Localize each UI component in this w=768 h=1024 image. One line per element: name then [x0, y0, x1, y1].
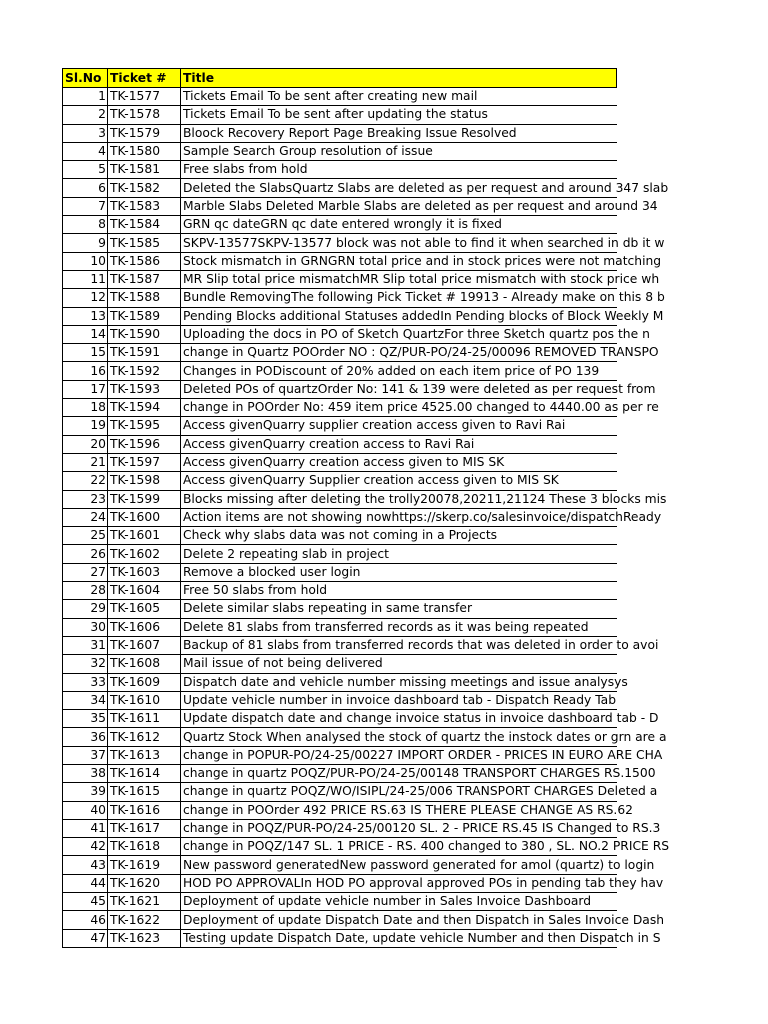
slno-cell[interactable]: 42 — [63, 838, 108, 856]
slno-cell[interactable]: 24 — [63, 508, 108, 526]
table-row — [63, 344, 617, 362]
table-row — [63, 472, 617, 490]
slno-cell[interactable]: 28 — [63, 582, 108, 600]
ticket-cell[interactable]: TK-1598 — [108, 472, 181, 490]
table-row — [63, 399, 617, 417]
table-row — [63, 216, 617, 234]
ticket-cell[interactable]: TK-1590 — [108, 325, 181, 343]
slno-cell[interactable]: 1 — [63, 88, 108, 106]
slno-cell[interactable]: 19 — [63, 417, 108, 435]
table-row — [63, 325, 617, 343]
table-row — [63, 508, 617, 526]
slno-cell[interactable]: 4 — [63, 142, 108, 160]
table-row — [63, 453, 617, 471]
ticket-cell[interactable]: TK-1584 — [108, 216, 181, 234]
slno-cell[interactable]: 34 — [63, 691, 108, 709]
slno-cell[interactable]: 15 — [63, 344, 108, 362]
ticket-cell[interactable]: TK-1606 — [108, 618, 181, 636]
ticket-cell[interactable]: TK-1611 — [108, 710, 181, 728]
table-row — [63, 106, 617, 124]
title-cell[interactable]: Access givenQuarry creation access to Ravi Rai — [181, 435, 617, 453]
title-cell[interactable]: change in POQZ/PUR-PO/24-25/00120 SL. 2 - PRICE RS.45 IS Changed to RS.3 — [181, 819, 617, 837]
table-row — [63, 161, 617, 179]
title-cell[interactable]: change in POPUR-PO/24-25/00227 IMPORT ORDER - PRICES IN EURO ARE CHA — [181, 746, 617, 764]
slno-cell[interactable]: 2 — [63, 106, 108, 124]
slno-cell[interactable]: 47 — [63, 929, 108, 947]
title-cell[interactable]: MR Slip total price mismatchMR Slip total price mismatch with stock price wh — [181, 270, 617, 288]
title-cell[interactable]: change in quartz POQZ/PUR-PO/24-25/00148 TRANSPORT CHARGES RS.1500 — [181, 764, 617, 782]
ticket-cell[interactable]: TK-1621 — [108, 893, 181, 911]
table-row — [63, 527, 617, 545]
ticket-cell[interactable]: TK-1609 — [108, 673, 181, 691]
ticket-cell[interactable]: TK-1604 — [108, 582, 181, 600]
slno-cell[interactable]: 38 — [63, 764, 108, 782]
title-cell[interactable]: Remove a blocked user login — [181, 563, 617, 581]
slno-cell[interactable]: 21 — [63, 453, 108, 471]
slno-cell[interactable]: 13 — [63, 307, 108, 325]
title-cell[interactable]: Mail issue of not being delivered — [181, 655, 617, 673]
slno-cell[interactable]: 11 — [63, 270, 108, 288]
ticket-cell[interactable]: TK-1616 — [108, 801, 181, 819]
ticket-cell[interactable]: TK-1623 — [108, 929, 181, 947]
slno-cell[interactable]: 46 — [63, 911, 108, 929]
slno-cell[interactable]: 41 — [63, 819, 108, 837]
slno-cell[interactable]: 36 — [63, 728, 108, 746]
table-row — [63, 545, 617, 563]
title-cell[interactable]: HOD PO APPROVALIn HOD PO approval approved POs in pending tab they hav — [181, 874, 617, 892]
ticket-cell[interactable]: TK-1587 — [108, 270, 181, 288]
table-row — [63, 618, 617, 636]
ticket-cell[interactable]: TK-1612 — [108, 728, 181, 746]
slno-cell[interactable]: 31 — [63, 636, 108, 654]
slno-cell[interactable]: 20 — [63, 435, 108, 453]
slno-cell[interactable]: 5 — [63, 161, 108, 179]
table-row — [63, 490, 617, 508]
slno-cell[interactable]: 45 — [63, 893, 108, 911]
ticket-cell[interactable]: TK-1599 — [108, 490, 181, 508]
slno-cell[interactable]: 23 — [63, 490, 108, 508]
ticket-cell[interactable]: TK-1580 — [108, 142, 181, 160]
ticket-cell[interactable]: TK-1578 — [108, 106, 181, 124]
ticket-cell[interactable]: TK-1594 — [108, 399, 181, 417]
title-cell[interactable]: Access givenQuarry supplier creation access given to Ravi Rai — [181, 417, 617, 435]
table-row — [63, 124, 617, 142]
ticket-cell[interactable]: TK-1607 — [108, 636, 181, 654]
table-row — [63, 783, 617, 801]
table-row — [63, 563, 617, 581]
table-row — [63, 270, 617, 288]
title-cell[interactable]: Stock mismatch in GRNGRN total price and in stock prices were not matching — [181, 252, 617, 270]
title-cell[interactable]: Uploading the docs in PO of Sketch QuartzFor three Sketch quartz pos the n — [181, 325, 617, 343]
title-cell[interactable]: Deployment of update vehicle number in Sales Invoice Dashboard — [181, 893, 617, 911]
header-row — [63, 69, 617, 88]
slno-cell[interactable]: 3 — [63, 124, 108, 142]
table-row — [63, 728, 617, 746]
table-row — [63, 600, 617, 618]
slno-cell[interactable]: 17 — [63, 380, 108, 398]
slno-cell[interactable]: 10 — [63, 252, 108, 270]
title-cell[interactable]: change in quartz POQZ/WO/ISIPL/24-25/006 TRANSPORT CHARGES Deleted a — [181, 783, 617, 801]
ticket-cell[interactable]: TK-1605 — [108, 600, 181, 618]
ticket-cell[interactable]: TK-1596 — [108, 435, 181, 453]
title-cell[interactable]: Bundle RemovingThe following Pick Ticket # 19913 - Already make on this 8 b — [181, 289, 617, 307]
slno-cell[interactable]: 16 — [63, 362, 108, 380]
ticket-cell[interactable]: TK-1586 — [108, 252, 181, 270]
slno-cell[interactable]: 44 — [63, 874, 108, 892]
table-row — [63, 142, 617, 160]
slno-cell[interactable]: 40 — [63, 801, 108, 819]
table-row — [63, 88, 617, 106]
slno-cell[interactable]: 9 — [63, 234, 108, 252]
title-cell[interactable]: Update dispatch date and change invoice status in invoice dashboard tab - D — [181, 710, 617, 728]
ticket-cell[interactable]: TK-1581 — [108, 161, 181, 179]
slno-cell[interactable]: 30 — [63, 618, 108, 636]
slno-cell[interactable]: 7 — [63, 197, 108, 215]
ticket-cell[interactable]: TK-1592 — [108, 362, 181, 380]
title-cell[interactable]: Access givenQuarry creation access given to MIS SK — [181, 453, 617, 471]
slno-cell[interactable]: 37 — [63, 746, 108, 764]
ticket-cell[interactable]: TK-1618 — [108, 838, 181, 856]
title-cell[interactable]: Deleted POs of quartzOrder No: 141 & 139 were deleted as per request from — [181, 380, 617, 398]
ticket-cell[interactable]: TK-1600 — [108, 508, 181, 526]
table-row — [63, 911, 617, 929]
slno-cell[interactable]: 25 — [63, 527, 108, 545]
table-row — [63, 746, 617, 764]
table-row — [63, 929, 617, 947]
table-row — [63, 252, 617, 270]
ticket-cell[interactable]: TK-1582 — [108, 179, 181, 197]
slno-cell[interactable]: 43 — [63, 856, 108, 874]
table-row — [63, 380, 617, 398]
title-cell[interactable]: Dispatch date and vehicle number missing meetings and issue analysys — [181, 673, 617, 691]
ticket-table — [62, 68, 670, 948]
slno-cell[interactable]: 39 — [63, 783, 108, 801]
title-cell[interactable]: change in POQZ/147 SL. 1 PRICE - RS. 400 changed to 380 , SL. NO.2 PRICE RS — [181, 838, 617, 856]
title-cell[interactable]: Free 50 slabs from hold — [181, 582, 617, 600]
table-row — [63, 179, 617, 197]
ticket-cell[interactable]: TK-1608 — [108, 655, 181, 673]
title-cell[interactable]: GRN qc dateGRN qc date entered wrongly it is fixed — [181, 216, 617, 234]
ticket-cell[interactable]: TK-1597 — [108, 453, 181, 471]
table-row — [63, 234, 617, 252]
slno-cell[interactable]: 26 — [63, 545, 108, 563]
title-cell[interactable]: SKPV-13577SKPV-13577 block was not able to find it when searched in db it w — [181, 234, 617, 252]
table-row — [63, 582, 617, 600]
table-row — [63, 893, 617, 911]
slno-cell[interactable]: 12 — [63, 289, 108, 307]
ticket-cell[interactable]: TK-1583 — [108, 197, 181, 215]
title-cell[interactable]: Marble Slabs Deleted Marble Slabs are deleted as per request and around 34 — [181, 197, 617, 215]
table-row — [63, 856, 617, 874]
table-row — [63, 819, 617, 837]
title-cell[interactable]: change in Quartz POOrder NO : QZ/PUR-PO/24-25/00096 REMOVED TRANSPO — [181, 344, 617, 362]
header-ticket[interactable]: Ticket # — [108, 69, 181, 88]
title-cell[interactable]: Tickets Email To be sent after updating the status — [181, 106, 617, 124]
title-cell[interactable]: Update vehicle number in invoice dashboard tab - Dispatch Ready Tab — [181, 691, 617, 709]
table-row — [63, 362, 617, 380]
table-row — [63, 655, 617, 673]
ticket-cell[interactable]: TK-1588 — [108, 289, 181, 307]
slno-cell[interactable]: 29 — [63, 600, 108, 618]
title-cell[interactable]: Testing update Dispatch Date, update vehicle Number and then Dispatch in S — [181, 929, 617, 947]
title-cell[interactable]: Pending Blocks additional Statuses addedIn Pending blocks of Block Weekly M — [181, 307, 617, 325]
title-cell[interactable]: Tickets Email To be sent after creating new mail — [181, 88, 617, 106]
slno-cell[interactable]: 22 — [63, 472, 108, 490]
ticket-cell[interactable]: TK-1619 — [108, 856, 181, 874]
ticket-cell[interactable]: TK-1595 — [108, 417, 181, 435]
ticket-cell[interactable]: TK-1577 — [108, 88, 181, 106]
ticket-cell[interactable]: TK-1617 — [108, 819, 181, 837]
table-row — [63, 691, 617, 709]
table-row — [63, 289, 617, 307]
title-cell[interactable]: Quartz Stock When analysed the stock of quartz the instock dates or grn are a — [181, 728, 617, 746]
slno-cell[interactable]: 6 — [63, 179, 108, 197]
title-cell[interactable]: Deleted the SlabsQuartz Slabs are deleted as per request and around 347 slab — [181, 179, 617, 197]
table-row — [63, 673, 617, 691]
title-cell[interactable]: Delete similar slabs repeating in same transfer — [181, 600, 617, 618]
slno-cell[interactable]: 18 — [63, 399, 108, 417]
ticket-cell[interactable]: TK-1585 — [108, 234, 181, 252]
ticket-cell[interactable]: TK-1603 — [108, 563, 181, 581]
table-row — [63, 197, 617, 215]
title-cell[interactable]: Access givenQuarry Supplier creation access given to MIS SK — [181, 472, 617, 490]
ticket-cell[interactable]: TK-1620 — [108, 874, 181, 892]
ticket-cell[interactable]: TK-1614 — [108, 764, 181, 782]
title-cell[interactable]: Free slabs from hold — [181, 161, 617, 179]
title-cell[interactable]: Deployment of update Dispatch Date and then Dispatch in Sales Invoice Dash — [181, 911, 617, 929]
ticket-cell[interactable]: TK-1610 — [108, 691, 181, 709]
table-row — [63, 764, 617, 782]
table-row — [63, 801, 617, 819]
title-cell[interactable]: Backup of 81 slabs from transferred records that was deleted in order to avoi — [181, 636, 617, 654]
ticket-cell[interactable]: TK-1622 — [108, 911, 181, 929]
ticket-cell[interactable]: TK-1602 — [108, 545, 181, 563]
header-slno[interactable]: Sl.No — [63, 69, 108, 88]
table-row — [63, 417, 617, 435]
ticket-cell[interactable]: TK-1591 — [108, 344, 181, 362]
title-cell[interactable]: Delete 81 slabs from transferred records as it was being repeated — [181, 618, 617, 636]
table-row — [63, 636, 617, 654]
title-cell[interactable]: Delete 2 repeating slab in project — [181, 545, 617, 563]
ticket-cell[interactable]: TK-1613 — [108, 746, 181, 764]
table-row — [63, 838, 617, 856]
slno-cell[interactable]: 8 — [63, 216, 108, 234]
title-cell[interactable]: Blocks missing after deleting the trolly20078,20211,21124 These 3 blocks mis — [181, 490, 617, 508]
table-row — [63, 307, 617, 325]
ticket-cell[interactable]: TK-1615 — [108, 783, 181, 801]
title-cell[interactable]: Changes in PODiscount of 20% added on each item price of PO 139 — [181, 362, 617, 380]
title-cell[interactable]: Action items are not showing nowhttps://skerp.co/salesinvoice/dispatchReady — [181, 508, 617, 526]
slno-cell[interactable]: 14 — [63, 325, 108, 343]
slno-cell[interactable]: 35 — [63, 710, 108, 728]
ticket-cell[interactable]: TK-1601 — [108, 527, 181, 545]
title-cell[interactable]: Check why slabs data was not coming in a Projects — [181, 527, 617, 545]
slno-cell[interactable]: 32 — [63, 655, 108, 673]
title-cell[interactable]: Sample Search Group resolution of issue — [181, 142, 617, 160]
title-cell[interactable]: change in POOrder 492 PRICE RS.63 IS THERE PLEASE CHANGE AS RS.62 — [181, 801, 617, 819]
title-cell[interactable]: Bloock Recovery Report Page Breaking Issue Resolved — [181, 124, 617, 142]
header-title[interactable]: Title — [181, 69, 617, 88]
table-row — [63, 435, 617, 453]
ticket-cell[interactable]: TK-1579 — [108, 124, 181, 142]
slno-cell[interactable]: 27 — [63, 563, 108, 581]
table-row — [63, 710, 617, 728]
title-cell[interactable]: New password generatedNew password generated for amol (quartz) to login — [181, 856, 617, 874]
ticket-cell[interactable]: TK-1593 — [108, 380, 181, 398]
slno-cell[interactable]: 33 — [63, 673, 108, 691]
title-cell[interactable]: change in POOrder No: 459 item price 4525.00 changed to 4440.00 as per re — [181, 399, 617, 417]
table-row — [63, 874, 617, 892]
ticket-cell[interactable]: TK-1589 — [108, 307, 181, 325]
ticket-sheet — [62, 68, 670, 948]
